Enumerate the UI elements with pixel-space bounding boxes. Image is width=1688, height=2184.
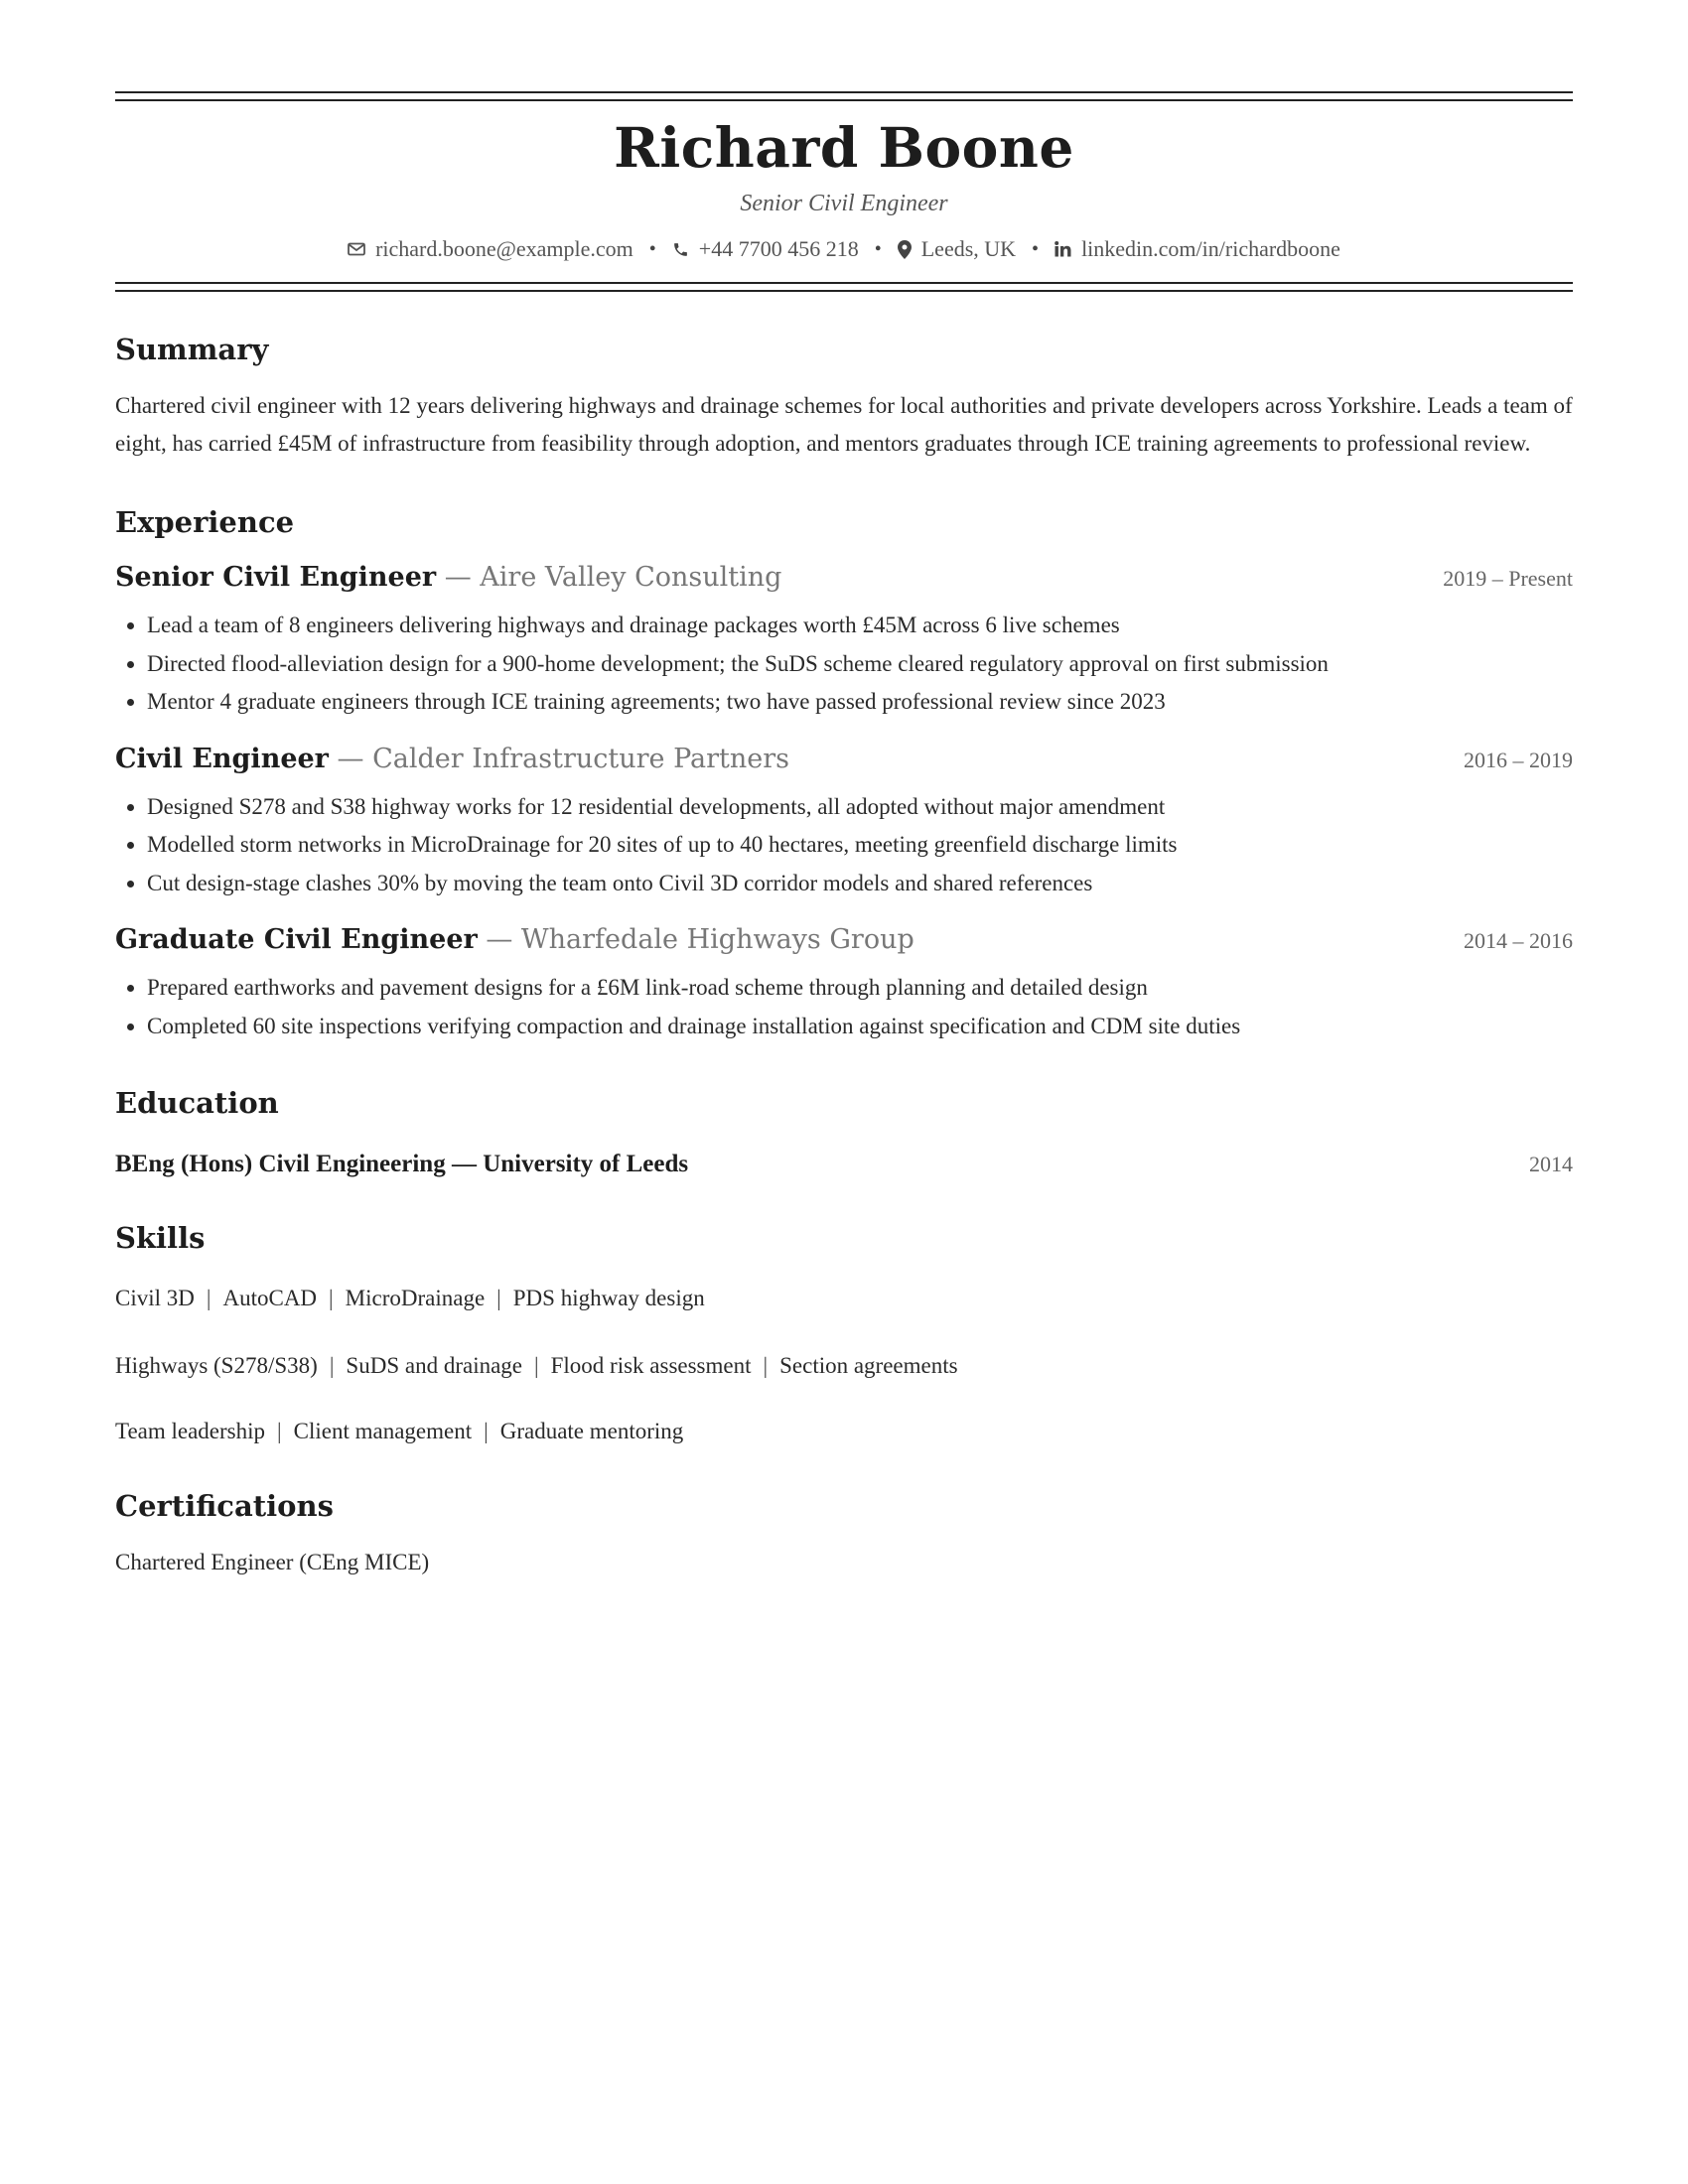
education-year: 2014 [1529, 1152, 1573, 1176]
job-bullet: • Mentor 4 graduate engineers through ICE training agreements; two have passed professional review since 2023 [147, 683, 1573, 722]
skill-item: AutoCAD [222, 1286, 318, 1310]
skills-row [115, 1417, 1573, 1446]
skill-separator: | [763, 1353, 769, 1378]
job-bullet: • Lead a team of 8 engineers delivering highways and drainage packages worth £45M across 6 live schemes [147, 607, 1573, 645]
skill-separator: | [277, 1419, 282, 1443]
skill-item: Section agreements [779, 1353, 958, 1378]
job-dates: 2014 – 2016 [1464, 928, 1573, 953]
job-role: Graduate Civil Engineer [115, 924, 478, 955]
contact-separator: • [1032, 237, 1040, 260]
skill-item: Client management [293, 1419, 473, 1443]
contact-phone[interactable] [672, 236, 859, 262]
summary-section [115, 332, 1573, 463]
certification-item: Chartered Engineer (CEng MICE) [115, 1550, 430, 1574]
job-dates: 2019 – Present [1443, 566, 1573, 591]
skill-item: PDS highway design [512, 1286, 705, 1310]
header-bottom-rule [115, 282, 1573, 292]
linkedin-icon [1055, 241, 1071, 257]
job-bullets [115, 788, 1573, 903]
contact-line [115, 236, 1573, 262]
job-bullets [115, 607, 1573, 722]
location-pin-icon [898, 240, 912, 259]
job-dates: 2016 – 2019 [1464, 747, 1573, 772]
job-header [115, 924, 1573, 955]
job-header [115, 744, 1573, 774]
skill-item: SuDS and drainage [346, 1353, 522, 1378]
skill-separator: | [534, 1353, 539, 1378]
email-text: richard.boone@example.com [375, 236, 633, 261]
job-role: Senior Civil Engineer [115, 562, 437, 593]
job-bullet: • Directed flood-alleviation design for a 900-home development; the SuDS scheme cleared regulatory approval on first submission [147, 645, 1573, 684]
mail-icon [348, 242, 365, 256]
skill-item: Highways (S278/S38) [115, 1353, 318, 1378]
job-title-line [115, 562, 781, 593]
candidate-title: Senior Civil Engineer [740, 191, 948, 216]
skill-separator: | [496, 1286, 501, 1310]
job-role: Civil Engineer [115, 743, 329, 774]
contact-separator: • [874, 237, 882, 260]
resume-header [115, 101, 1573, 282]
skill-separator: | [484, 1419, 489, 1443]
contact-location [898, 236, 1016, 262]
contact-linkedin[interactable] [1055, 236, 1340, 262]
skill-separator: | [329, 1286, 334, 1310]
education-degree: BEng (Hons) Civil Engineering — University of Leeds [115, 1151, 689, 1177]
job-title-line [115, 924, 914, 955]
phone-icon [672, 241, 689, 258]
education-entry [115, 1151, 1573, 1178]
job-bullet: • Prepared earthworks and pavement designs for a £6M link-road scheme through planning and detailed design [147, 969, 1573, 1008]
job-company: — Calder Infrastructure Partners [328, 743, 790, 774]
skills-heading: Skills [115, 1221, 206, 1255]
job-entry [115, 744, 1573, 903]
job-bullet: • Completed 60 site inspections verifying compaction and drainage installation against specification and CDM site duties [147, 1008, 1573, 1046]
job-company: — Aire Valley Consulting [436, 562, 782, 593]
summary-heading: Summary [115, 333, 269, 366]
skill-item: Civil 3D [115, 1286, 195, 1310]
linkedin-text: linkedin.com/in/richardboone [1081, 236, 1340, 261]
contact-separator: • [648, 237, 656, 260]
skills-row [115, 1284, 1573, 1313]
location-text: Leeds, UK [920, 236, 1017, 261]
job-entry [115, 924, 1573, 1045]
skills-row [115, 1351, 1573, 1381]
job-bullet: • Cut design-stage clashes 30% by moving the team onto Civil 3D corridor models and shared references [147, 865, 1573, 903]
job-bullet: • Modelled storm networks in MicroDrainage for 20 sites of up to 40 hectares, meeting greenfield discharge limits [147, 826, 1573, 865]
certifications-heading: Certifications [115, 1489, 334, 1523]
education-heading: Education [115, 1086, 279, 1120]
job-bullet: • Designed S278 and S38 highway works for 12 residential developments, all adopted without major amendment [147, 788, 1573, 827]
experience-heading: Experience [115, 505, 295, 539]
job-entry [115, 562, 1573, 722]
job-company: — Wharfedale Highways Group [477, 924, 914, 955]
certifications-section [115, 1488, 1573, 1575]
education-section [115, 1085, 1573, 1178]
header-top-rule [115, 91, 1573, 101]
summary-text: Chartered civil engineer with 12 years delivering highways and drainage schemes for local authorities and private developers across Yorkshire. Leads a team of eight, has carried £45M of infrastructure from feasibility through adoption, and mentors graduates through ICE training agreements to professional review. [115, 393, 1573, 456]
contact-email[interactable] [348, 236, 633, 262]
skill-separator: | [206, 1286, 211, 1310]
phone-text: +44 7700 456 218 [698, 236, 859, 261]
skills-section [115, 1220, 1573, 1446]
experience-section [115, 504, 1573, 1045]
job-bullets [115, 969, 1573, 1045]
skill-item: MicroDrainage [345, 1286, 486, 1310]
job-title-line [115, 744, 789, 774]
candidate-name: Richard Boone [614, 115, 1074, 180]
skill-item: Team leadership [115, 1419, 266, 1443]
skill-item: Flood risk assessment [550, 1353, 752, 1378]
skill-separator: | [329, 1353, 335, 1378]
job-header [115, 562, 1573, 593]
skill-item: Graduate mentoring [499, 1419, 684, 1443]
